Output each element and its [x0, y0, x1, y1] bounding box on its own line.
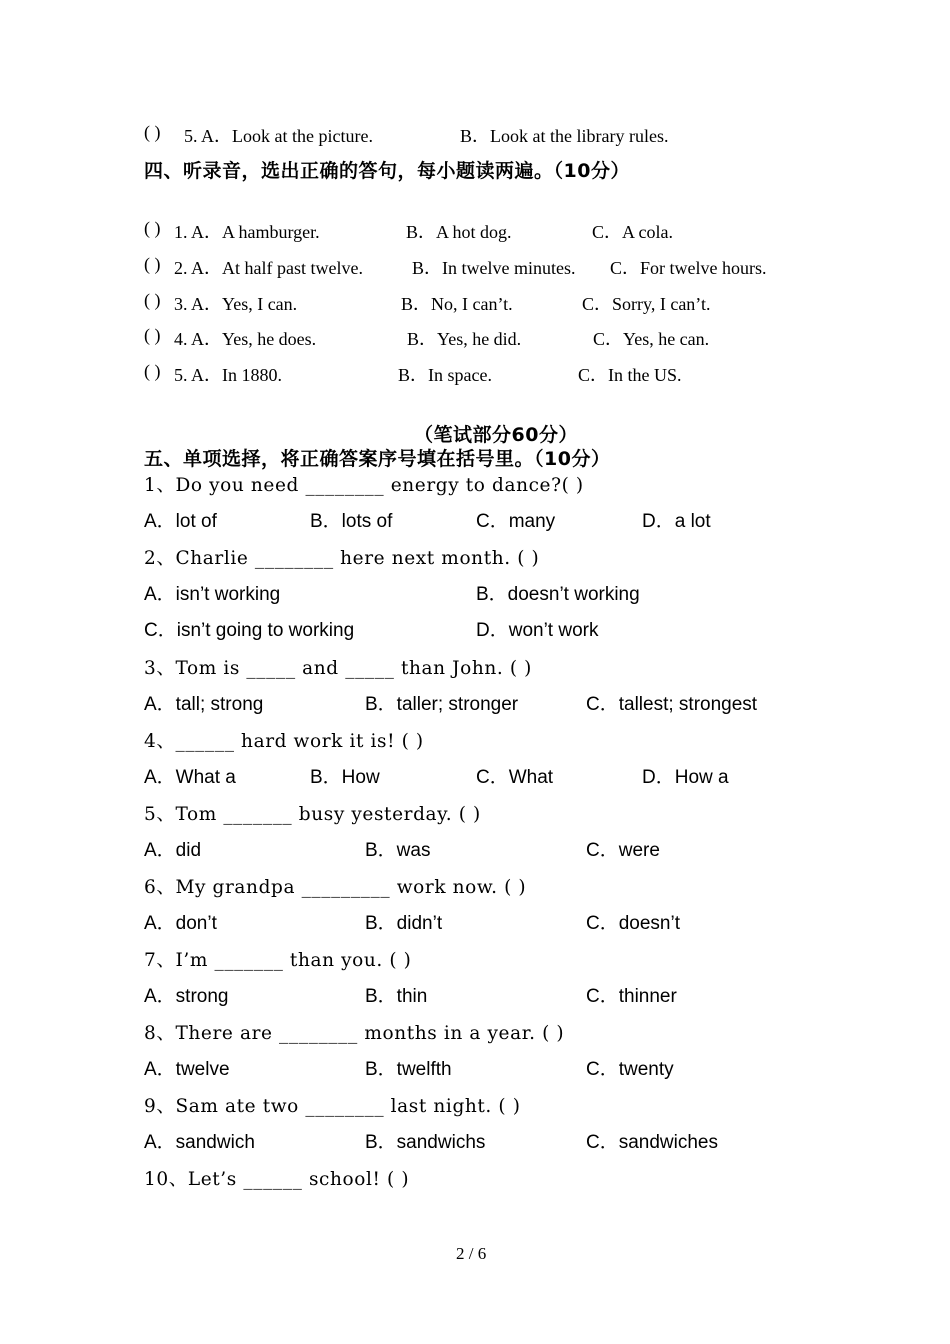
q6-option-c: C．doesn’t [586, 913, 680, 934]
answer-paren: ( ) [144, 325, 161, 345]
q7-option-b: B．thin [365, 986, 428, 1007]
q2-option-c: C．isn’t going to working [144, 620, 355, 641]
q9-option-c: C．sandwiches [586, 1132, 718, 1153]
q1-option-c: C．many [476, 511, 556, 532]
q7-option-a: A．strong [144, 986, 229, 1007]
option-b: B．Yes, he did. [407, 329, 522, 349]
answer-paren: ( ) [144, 290, 161, 310]
q4-option-a: A．What a [144, 767, 236, 788]
answer-paren: ( ) [144, 218, 161, 238]
option-c: C．A cola. [592, 222, 673, 242]
q1-option-d: D．a lot [642, 511, 711, 532]
question-7-stem: 7、I’m _______ than you. ( ) [144, 950, 412, 971]
section-4-title: 四、听录音，选出正确的答句，每小题读两遍。（10分） [144, 160, 630, 182]
question-text: 5. A．Look at the picture. [184, 126, 373, 146]
written-part-title: （笔试部分60分） [414, 424, 578, 446]
question-10-stem: 10、Let’s ______ school! ( ) [144, 1169, 410, 1190]
question-8-stem: 8、There are ________ months in a year. ( ) [144, 1023, 565, 1044]
q6-option-b: B．didn’t [365, 913, 443, 934]
option-b: B．In twelve minutes. [412, 258, 576, 278]
option-a: 3. A．Yes, I can. [174, 294, 298, 314]
question-4-stem: 4、______ hard work it is! ( ) [144, 731, 424, 752]
q3-option-b: B．taller; stronger [365, 694, 519, 715]
q4-option-d: D．How a [642, 767, 729, 788]
q2-option-a: A．isn’t working [144, 584, 281, 605]
q9-option-b: B．sandwichs [365, 1132, 486, 1153]
q6-option-a: A．don’t [144, 913, 217, 934]
q5-option-a: A．did [144, 840, 202, 861]
q9-option-a: A．sandwich [144, 1132, 255, 1153]
question-1-stem: 1、Do you need ________ energy to dance?( ) [144, 475, 584, 496]
answer-paren: ( ) [144, 122, 161, 142]
q5-option-c: C．were [586, 840, 660, 861]
option-b: B．No, I can’t. [401, 294, 513, 314]
option-c: C．For twelve hours. [610, 258, 767, 278]
option-a: 4. A．Yes, he does. [174, 329, 317, 349]
section-5-title: 五、单项选择，将正确答案序号填在括号里。（10分） [144, 448, 611, 470]
q5-option-b: B．was [365, 840, 431, 861]
option-a: 1. A．A hamburger. [174, 222, 320, 242]
q2-option-d: D．won’t work [476, 620, 599, 641]
question-3-stem: 3、Tom is _____ and _____ than John. ( ) [144, 658, 532, 679]
q4-option-c: C．What [476, 767, 554, 788]
q8-option-a: A．twelve [144, 1059, 230, 1080]
q3-option-a: A．tall; strong [144, 694, 264, 715]
option-b: B．A hot dog. [406, 222, 512, 242]
page-number: 2 / 6 [456, 1244, 487, 1263]
question-2-stem: 2、Charlie ________ here next month. ( ) [144, 548, 540, 569]
option-b: B．Look at the library rules. [460, 126, 669, 146]
q8-option-c: C．twenty [586, 1059, 674, 1080]
q1-option-a: A．lot of [144, 511, 217, 532]
option-b: B．In space. [398, 365, 492, 385]
question-6-stem: 6、My grandpa _________ work now. ( ) [144, 877, 527, 898]
q4-option-b: B．How [310, 767, 380, 788]
q2-option-b: B．doesn’t working [476, 584, 640, 605]
option-c: C．Yes, he can. [593, 329, 710, 349]
q7-option-c: C．thinner [586, 986, 677, 1007]
option-c: C．Sorry, I can’t. [582, 294, 711, 314]
q3-option-c: C．tallest; strongest [586, 694, 758, 715]
option-c: C．In the US. [578, 365, 682, 385]
q8-option-b: B．twelfth [365, 1059, 452, 1080]
option-a: 5. A．In 1880. [174, 365, 282, 385]
answer-paren: ( ) [144, 361, 161, 381]
q1-option-b: B．lots of [310, 511, 393, 532]
option-a: 2. A．At half past twelve. [174, 258, 363, 278]
question-9-stem: 9、Sam ate two ________ last night. ( ) [144, 1096, 521, 1117]
question-5-stem: 5、Tom _______ busy yesterday. ( ) [144, 804, 481, 825]
answer-paren: ( ) [144, 254, 161, 274]
